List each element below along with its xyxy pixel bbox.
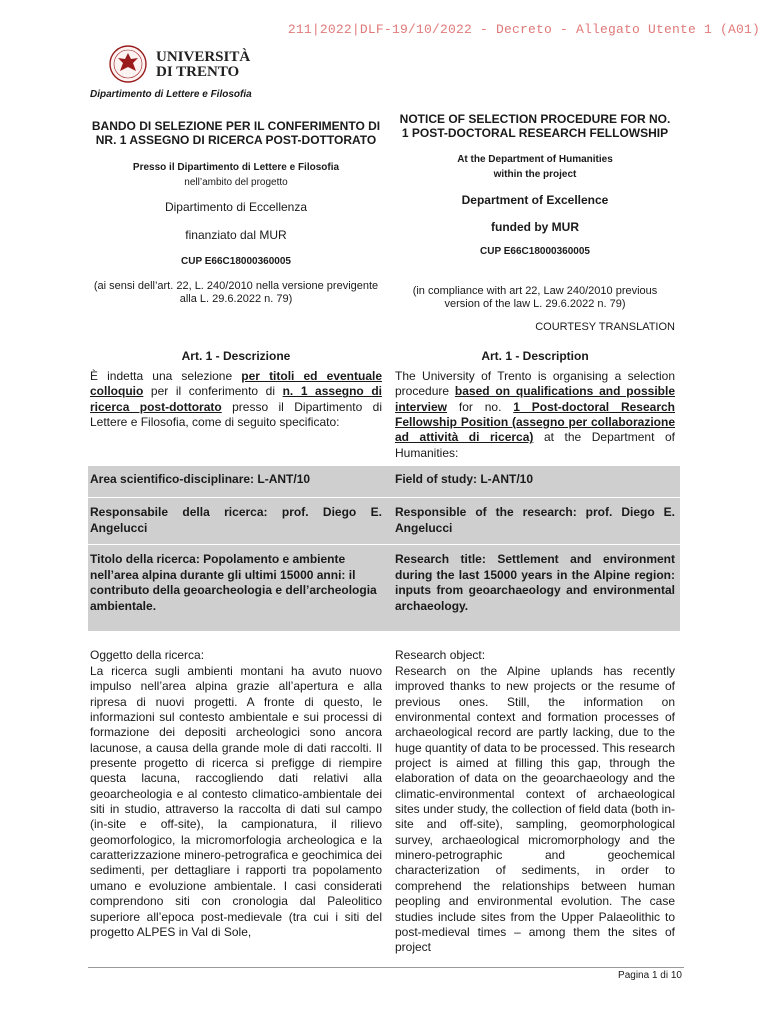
en-excellence: Department of Excellence [461, 193, 609, 207]
it-article-1-text [90, 369, 382, 430]
it-desc-position: n. 1 assegno di ricerca post-dottorato [90, 384, 382, 414]
en-desc-part-e: at the Department of Humanities: [395, 430, 676, 460]
en-article-1-text [395, 369, 675, 461]
logo-line-1: UNIVERSITÀ [156, 49, 251, 65]
en-article-1-heading: Art. 1 - Description [481, 349, 589, 363]
page-number: Pagina 1 di 10 [618, 970, 682, 981]
it-research-object-heading: Oggetto della ricerca: [90, 648, 205, 662]
en-research-object-text: Research on the Alpine uplands has recently improved thanks to new projects or the resume of previous ones. Still, the information on environmental context and formation processes of archaeological record are partly lacking, due to the huge quantity of data to be processed. This research project is aimed at filling this gap, through the elaboration of data on the geoarchaeology and the climatic-environmental context of archaeological sites under study, the collection of field data (both in-site and off-site), sampling, geomorphological survey, archaeological micromorphology and the minero-petrographic and geochemical characterization of sediments, in order to comprehend the relationships between human peopling and environmental evolution. The case studies include sites from the Upper Palaeolithic to post-medieval times – among them the sites of project [395, 664, 675, 955]
en-title: NOTICE OF SELECTION PROCEDURE FOR NO. 1 POST-DOCTORAL RESEARCH FELLOWSHIP [399, 112, 671, 140]
it-cup: CUP E66C18000360005 [181, 256, 291, 267]
it-law-reference: (ai sensi dell’art. 22, L. 240/2010 nella versione previgente alla L. 29.6.2022 n. 79) [93, 280, 379, 305]
it-desc-selection-type: per titoli ed eventuale colloquio [90, 369, 382, 399]
en-cup: CUP E66C18000360005 [480, 246, 590, 257]
en-subtitle-1: At the Department of Humanities [457, 154, 613, 165]
document-reference-header: 211|2022|DLF-19/10/2022 - Decreto - Allegato Utente 1 (A01) [287, 22, 760, 37]
it-field-of-study: Area scientifico-disciplinare: L-ANT/10 [90, 472, 311, 486]
it-desc-part-c: per il conferimento di [143, 384, 283, 399]
table-divider [88, 497, 680, 498]
it-title: BANDO DI SELEZIONE PER IL CONFERIMENTO DI NR. 1 ASSEGNO DI RICERCA POST-DOTTORATO [91, 119, 381, 147]
it-article-1-heading: Art. 1 - Descrizione [181, 349, 291, 363]
logo-line-2: DI TRENTO [156, 64, 240, 80]
table-divider [88, 544, 680, 545]
it-research-title: Titolo della ricerca: Popolamento e ambiente nell’area alpina durante gli ultimi 15000 anni: il contributo della geoarcheologia e dell’archeologia ambientale. [90, 552, 377, 613]
en-research-object-heading: Research object: [395, 648, 486, 662]
eagle-seal-icon [108, 44, 148, 84]
en-field-of-study: Field of study: L-ANT/10 [395, 472, 533, 486]
en-subtitle-2: within the project [493, 169, 577, 180]
it-research-supervisor: Responsabile della ricerca: prof. Diego E. Angelucci [90, 505, 382, 535]
it-excellence: Dipartimento di Eccellenza [164, 200, 308, 214]
university-logo [108, 44, 278, 84]
en-research-title: Research title: Settlement and environment during the last 15000 years in the Alpine region: inputs from geoarchaeology and environmental archaeology. [395, 552, 675, 613]
en-desc-part-a: The University of Trento is organising a selection procedure [395, 369, 675, 399]
en-desc-part-c: for no. [447, 399, 514, 414]
it-desc-part-e: presso il Dipartimento di Lettere e Filosofia, come di seguito specificato: [90, 399, 382, 430]
en-funded: funded by MUR [491, 220, 579, 234]
en-law-reference: (in compliance with art 22, Law 240/2010 previous version of the law L. 29.6.2022 n. 79) [412, 285, 658, 310]
en-desc-selection-type: based on qualifications and possible interview [395, 384, 675, 414]
it-desc-part-a: È indetta una selezione [90, 369, 242, 383]
it-subtitle-2: nell’ambito del progetto [184, 177, 288, 188]
it-research-object-text: La ricerca sugli ambienti montani ha avuto nuovo impulso nell’area alpina grazie all’apertura e alla ripresa di nuovi progetti. A fronte di questo, le informazioni sul contesto ambientale e sui processi di formazione dei depositi archeologici sono ancora lacunose, a causa della grande mole di dati raccolti. Il presente progetto di ricerca si prefigge di riempire questa lacuna, raccogliendo dati relativi alla geoarcheologia e al contesto climatico-ambientale dei siti in studio, attraverso la raccolta di dati sul campo (in-site e off-site), la campionatura, il rilievo geomorfologico, la micromorfologia archeologica e la caratterizzazione minero-petrografica e geochimica dei sedimenti, per dettagliare i rapporti tra popolamento umano e evoluzione ambientale. I casi considerati comprendono siti con cronologia dal Paleolitico superiore all’epoca post-medievale (tra cui i siti del progetto ALPES in Val di Sole, [90, 664, 382, 939]
it-subtitle-1: Presso il Dipartimento di Lettere e Filosofia [132, 162, 340, 173]
it-funded: finanziato dal MUR [185, 228, 287, 242]
department-name: Dipartimento di Lettere e Filosofia [90, 89, 252, 100]
en-desc-position: 1 Post-doctoral Research Fellowship Position (assegno per collaborazione ad attività di ricerca) [395, 399, 676, 445]
en-research-supervisor: Responsible of the research: prof. Diego E. Angelucci [395, 505, 675, 535]
footer-divider [88, 967, 684, 968]
courtesy-translation-label: COURTESY TRANSLATION [535, 321, 675, 333]
